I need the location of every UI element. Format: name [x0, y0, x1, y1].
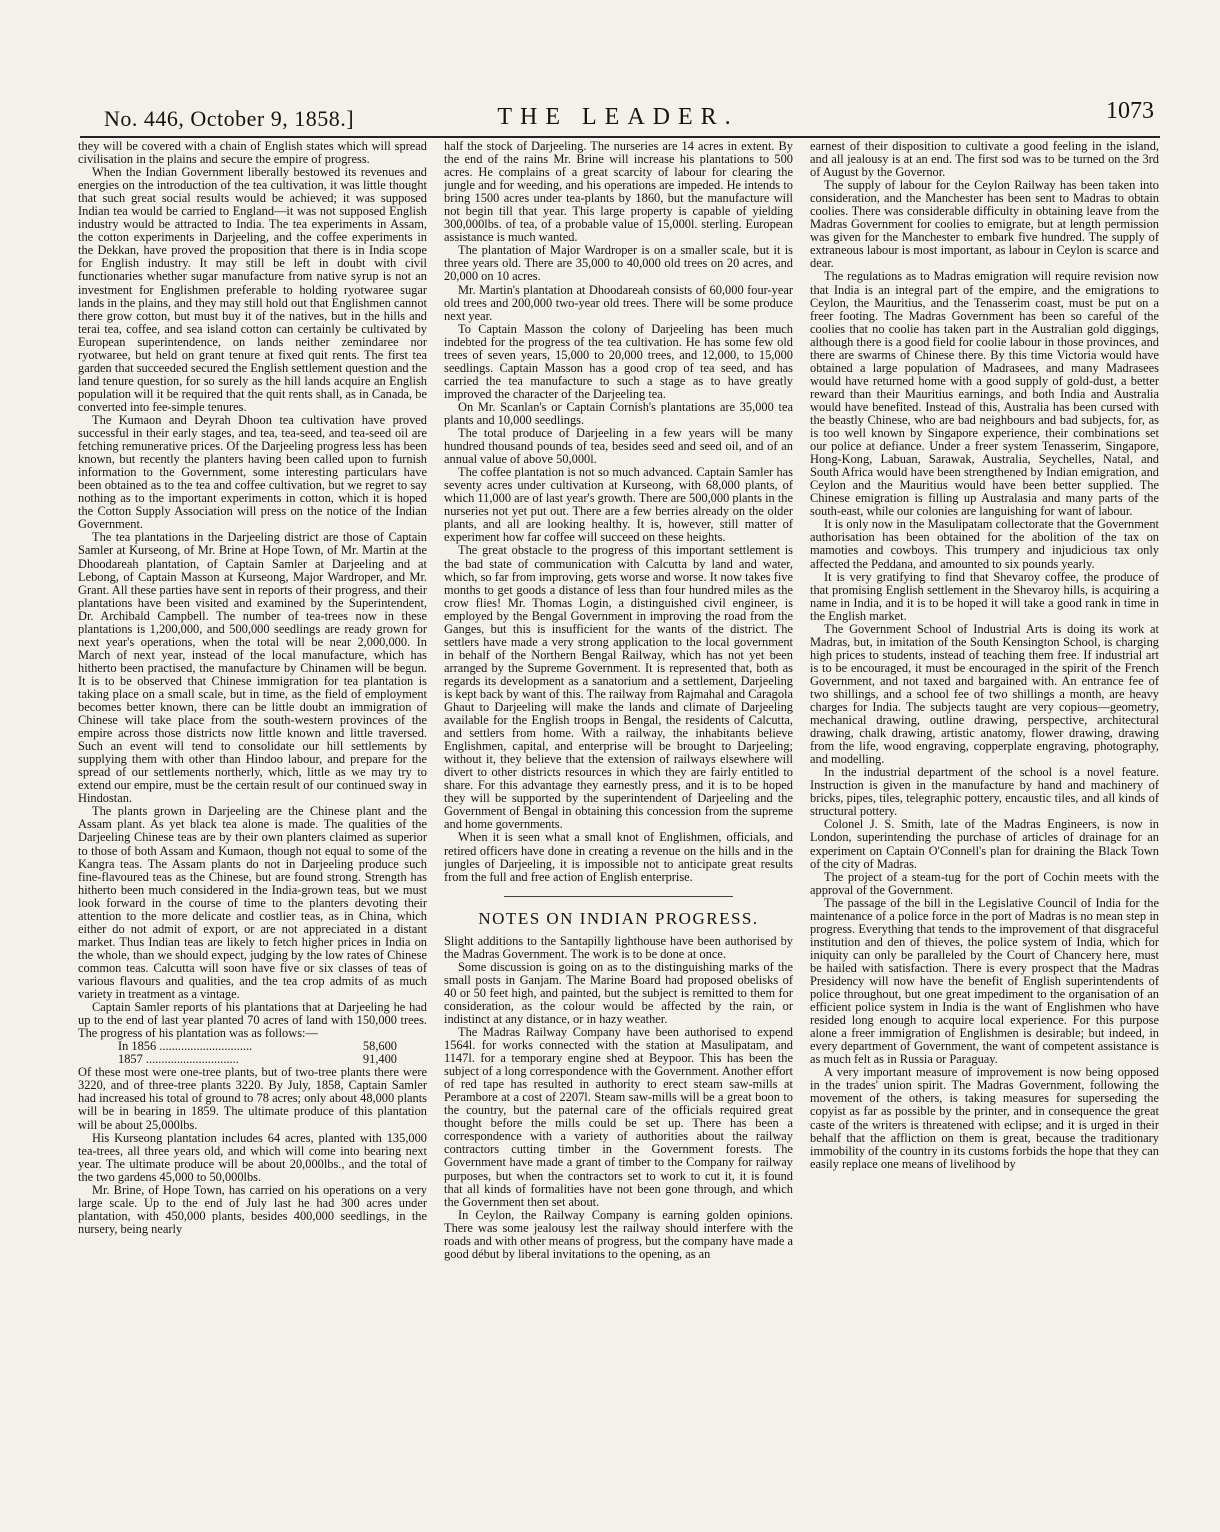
- paragraph: half the stock of Darjeeling. The nurseries are 14 acres in extent. By the end of the rains Mr. Brine will increase his plantations to 500 acres. He complains of a great scarcity of labour for clearing the jungle and for weeding, and his operations are impeded. He intends to bring 1500 acres under tea-plants by 1860, but the manufacture will not begin till that year. This large property is capable of yielding 300,000lbs. of tea, of a probable value of 15,000l. sterling. European assistance is much wanted.: [444, 140, 793, 245]
- column-3: [810, 140, 1159, 1510]
- table-year: In 1856 ..............................: [118, 1039, 253, 1054]
- table-year: 1857 ..............................: [118, 1052, 239, 1067]
- paragraph: The coffee plantation is not so much advanced. Captain Samler has seventy acres under cultivation at Kurseong, with 68,000 plants, of which 11,000 are of last year's growth. There are 500,000 plants in the nurseries not yet put out. There are a few berries already on the older plants, and all are looking healthy. It is, however, still matter of experiment how far coffee will succeed on these heights.: [444, 465, 793, 545]
- paragraph: they will be covered with a chain of English states which will spread civilisation in the plains and secure the empire of progress.: [78, 140, 427, 167]
- paragraph: When the Indian Government liberally bestowed its revenues and energies on the introduction of the tea cultivation, it was little thought that such great social results would be achieved; it was supposed Indian tea would be carried to England—it was not supposed English industry would be attracted to India. The tea experiments in Assam, the cotton experiments in Darjeeling, and the coffee experiments in the Dekkan, have proved the proposition that there is in India scope for English industry. It may still be left in doubt with civil functionaries whether sugar manufacture from native syrup is not an investment for Englishmen preferable to holding ryotwaree sugar lands in the plains, and they may still hold out that Englishmen cannot there grow cotton, but must buy it of the natives, but in the hills and terai tea, coffee, and sea island cotton can certainly be cultivated by European superintendence, on lands neither zemindaree nor ryotwaree, but held on grant tenure at fixed quit rents. The first tea garden that succeeded secured the English settlement question and the land tenure question, for so surely as the hill lands acquire an English population will it be required that the quit rents shall, as in Canada, be converted into fee-simple tenures.: [78, 165, 427, 414]
- masthead: [76, 70, 1160, 131]
- paragraph: It is only now in the Masulipatam collectorate that the Government authorisation has been obtained for the abolition of the tax on mamoties and cowboys. This trumpery and injudicious tax only affected the Peddana, and amounted to six pounds yearly.: [810, 517, 1159, 571]
- paragraph: The Madras Railway Company have been authorised to expend 1564l. for works connected with the station at Masulipatam, and 1147l. for a temporary engine shed at Beypoor. This has been the subject of a long correspondence with the Government. Another effort of red tape has resulted in authority to erect steam saw-mills at Perambore at a cost of 2207l. Steam saw-mills will be a great boon to the country, but the paternal care of the officials required great thought before the mills could be set up. There has been a correspondence with a variety of authorities about the railway contractors cutting timber in the Government forests. The Government have made a grant of timber to the Company for railway purposes, but when the contractors set to work to cut it, it is found that all kinds of formalities have not been gone through, and which the Government then set about.: [444, 1025, 793, 1209]
- issue-line: No. 446, October 9, 1858.]: [104, 106, 355, 131]
- paragraph: To Captain Masson the colony of Darjeeling has been much indebted for the progress of the tea cultivation. He has some few old trees of seven years, 15,000 to 20,000 trees, and 12,000, to 15,000 seedlings. Captain Masson has a good crop of tea seed, and has carried the tea manufacture to such a stage as to have greatly improved the character of the Darjeeling tea.: [444, 321, 793, 401]
- paragraph: Colonel J. S. Smith, late of the Madras Engineers, is now in London, superintending the purchase of articles of drainage for an experiment on Captain O'Connell's plan for draining the Black Town of the city of Madras.: [810, 817, 1159, 871]
- paragraph: The plants grown in Darjeeling are the Chinese plant and the Assam plant. As yet black tea alone is made. The qualities of the Darjeeling Chinese teas are by their own planters claimed as superior to those of both Assam and Kumaon, though not equal to some of the Kangra teas. The Assam plants do not in Darjeeling produce such fine-flavoured teas as the Chinese, but are found strong. Strength has hitherto been much considered in the India-grown teas, but we must look forward in the course of time to the planters devoting their attention to the more delicate and costlier teas, as in China, which either do not admit of export, or are not appreciated in a distant market. Thus Indian teas are likely to fetch higher prices in India on the whole, than we should expect, judging by the low rates of Chinese common teas. Calcutta will soon have five or six classes of teas of various flavours and qualities, and the tea crop admits of as much variety in treatment as a vintage.: [78, 804, 427, 1002]
- paragraph: Slight additions to the Santapilly lighthouse have been authorised by the Madras Government. The work is to be done at once.: [444, 933, 793, 961]
- paragraph: Mr. Martin's plantation at Dhoodareah consists of 60,000 four-year old trees and 200,000 two-year old trees. There will be some produce next year.: [444, 282, 793, 323]
- paragraph: The project of a steam-tug for the port of Cochin meets with the approval of the Government.: [810, 869, 1159, 897]
- paragraph: The great obstacle to the progress of this important settlement is the bad state of communication with Calcutta by land and water, which, so far from improving, gets worse and worse. It now takes five months to get goods a distance of less than four hundred miles as the crow flies! Mr. Thomas Login, a distinguished civil engineer, is employed by the Bengal Government in improving the road from the Ganges, but this is insufficient for the wants of the district. The settlers have made a very strong application to the local government in behalf of the Northern Bengal Railway, which has not yet been arranged by the Supreme Government. It is represented that, both as regards its development as a sanatorium and a settlement, Darjeeling is kept back by want of this. The railway from Rajmahal and Caragola Ghaut to Darjeeling will make the lands and climate of Darjeeling available for the English troops in Bengal, the residents of Calcutta, and settlers from home. With a railway, the inhabitants believe Englishmen, capital, and enterprise will be brought to Darjeeling; without it, they believe that the extension of railways elsewhere will divert to other districts resources in which they are fairly entitled to share. For this advantage they earnestly press, and it is to be hoped they will be supported by the superintendent of Darjeeling and the Government of Bengal in obtaining this concession from the supreme and home governments.: [444, 543, 793, 832]
- paragraph: The supply of labour for the Ceylon Railway has been taken into consideration, and the Manchester has been sent to Madras to obtain coolies. There was considerable difficulty in obtaining leave from the Madras Government for coolies to emigrate, but at length permission was given for the Manchester to embark five hundred. The supply of extraneous labour is most important, as labour in Ceylon is scarce and dear.: [810, 178, 1159, 271]
- paragraph: Captain Samler reports of his plantations that at Darjeeling he had up to the end of last year planted 70 acres of land with 150,000 trees. The progress of his plantation was as follows:—: [78, 1000, 427, 1041]
- column-2: [444, 140, 793, 1510]
- paragraph: The passage of the bill in the Legislative Council of India for the maintenance of a police force in the port of Madras is no mean step in progress. Everything that tends to the improvement of that disgraceful institution and den of thieves, the police system of India, which for iniquity can only be paralleled by the Court of Chancery here, must be hailed with satisfaction. There is every prospect that the Madras Presidency will now have the benefit of English superintendents of police throughout, but one great impediment to the organisation of an efficient police system in India is the want of Englishmen who have resided long enough to acquire local experience. For this purpose alone a freer immigration of Englishmen is desirable; but indeed, in every department of Government, the want of competent assistance is as much felt as in Russia or Paraguay.: [810, 895, 1159, 1067]
- header-rule: [80, 136, 1160, 138]
- paragraph: The tea plantations in the Darjeeling district are those of Captain Samler at Kurseong, of Mr. Brine at Hope Town, of Mr. Martin at the Dhoodareah plantation, of Captain Samler at Darjeeling and at Lebong, of Captain Masson at Kurseong, Major Wardroper, and Mr. Grant. All these parties have sent in reports of their progress, and their plantations have been visited and examined by the Superintendent, Dr. Archibald Campbell. The number of tea-trees now in these plantations is 1,200,000, and 500,000 seedlings are ready grown for next year's operations, when the total will be near 2,000,000. In March of next year, instead of the local manufacture, which has hitherto been practised, the manufacture by Chinamen will be begun. It is to be observed that Chinese immigration for tea plantation is taking place on a small scale, but in time, as the field of employment becomes better known, there can be little doubt an immigration of Chinese will take place from the south-western provinces of the empire across those districts now little known and little traversed. Such an event will tend to consolidate our hill settlements by supplying them with other than Hindoo labour, and prepare for the spread of our settlements northerly, which, little as we may try to extend our empire, must be the certain result of our continued sway in Hindostan.: [78, 530, 427, 806]
- column-1: [78, 140, 427, 1510]
- article-columns: [78, 140, 1160, 1510]
- paragraph: His Kurseong plantation includes 64 acres, planted with 135,000 tea-trees, all three years old, and which will come into bearing next year. The ultimate produce will be about 20,000lbs., and the total of the two gardens 45,000 to 50,000lbs.: [78, 1130, 427, 1184]
- paragraph: Of these most were one-tree plants, but of two-tree plants there were 3220, and of three-tree plants 3220. By July, 1858, Captain Samler had increased his total of ground to 78 acres; only about 48,000 plants will be in bearing in 1859. The ultimate produce of this plantation will be about 25,000lbs.: [78, 1065, 427, 1132]
- paragraph: The total produce of Darjeeling in a few years will be many hundred thousand pounds of tea, besides seed and seed oil, and of an annual value of above 50,000l.: [444, 426, 793, 467]
- section-title: NOTES ON INDIAN PROGRESS.: [478, 908, 759, 928]
- table-value: 91,400: [362, 1052, 397, 1067]
- table-value: 58,600: [362, 1039, 397, 1054]
- paragraph: The regulations as to Madras emigration will require revision now that India is an integral part of the empire, and the emigrations to Ceylon, the Mauritius, and the Tenasserim coast, must be put on a freer footing. The Madras Government has been so careful of the coolies that no coolie has taken part in the Australian gold diggings, although there is a good field for coolie labour in those provinces, and there are swarms of Chinese there. By this time Victoria would have obtained a large population of Madrasees, and many Madrasees would have returned home with a good supply of gold-dust, a better reward than their Mauritius earnings, and both India and Australia would have benefited. Instead of this, Australia has been cursed with the beastly Chinese, who are bad neighbours and bad subjects, for, as is too well known by Singapore experience, their combinations set our police at defiance. Under a freer system Tenasserim, Singapore, Hong-Kong, Labuan, Sarawak, Australia, Seychelles, Natal, and South Africa would have been strengthened by Indian emigration, and Ceylon and the Mauritius would have been better supplied. The Chinese emigration is filling up Australasia and many parts of the south-east, while our colonies are languishing for want of labour.: [810, 269, 1159, 519]
- newspaper-title: THE LEADER.: [497, 104, 739, 130]
- paragraph: The Government School of Industrial Arts is doing its work at Madras, but, in imitation of the South Kensington School, is charging high prices to students, instead of teaching them free. If industrial art is to be encouraged, it must be encouraged in the spirit of the French Government, and not taxed and bargained with. An entrance fee of two shillings, and a school fee of two shillings a month, are heavy charges for India. The subjects taught are very copious—geometry, mechanical drawing, outline drawing, perspective, architectural drawing, chalk drawing, artistic anatomy, flower drawing, drawing from the life, wood engraving, copperplate engraving, photography, and modelling.: [810, 621, 1159, 767]
- paragraph: Mr. Brine, of Hope Town, has carried on his operations on a very large scale. Up to the end of July last he had 300 acres under plantation, with 450,000 plants, besides 400,000 seedlings, in the nursery, being nearly: [78, 1182, 427, 1236]
- paragraph: In the industrial department of the school is a novel feature. Instruction is given in the manufacture by hand and machinery of bricks, pipes, tiles, telegraphic pottery, encaustic tiles, and all kinds of structural pottery.: [810, 765, 1159, 819]
- paragraph: It is very gratifying to find that Shevaroy coffee, the produce of that promising English settlement in the Shevaroy hills, is acquiring a name in India, and it is to be hoped it will take a good rank in time in the English market.: [810, 569, 1159, 623]
- page-number: 1073: [1106, 98, 1154, 124]
- section-rule: [504, 896, 733, 897]
- paragraph: On Mr. Scanlan's or Captain Cornish's plantations are 35,000 tea plants and 10,000 seedlings.: [444, 399, 793, 427]
- paragraph: A very important measure of improvement is now being opposed in the trades' union spirit. The Madras Government, following the movement of the others, is taking measures for superseding the copyist as far as possible by the printer, and in consequence the great caste of the writers is threatened with eclipse; and it is urged in their behalf that the affliction on them is great, because the traditionary immobility of the country in its customs forbids the hope that they can easily replace one means of livelihood by: [810, 1065, 1159, 1171]
- paragraph: earnest of their disposition to cultivate a good feeling in the island, and all jealousy is at an end. The first sod was to be turned on the 3rd of August by the Governor.: [810, 140, 1159, 180]
- paragraph: When it is seen what a small knot of Englishmen, officials, and retired officers have done in creating a revenue on the hills and in the jungles of Darjeeling, it is impossible not to anticipate great results from the full and free action of English enterprise.: [444, 830, 793, 884]
- paragraph: The Kumaon and Deyrah Dhoon tea cultivation have proved successful in their early stages, and tea, tea-seed, and tea-seed oil are fetching remunerative prices. Of the Darjeeling progress less has been known, but recently the planters having been called upon to furnish information to the Government, some interesting particulars have been obtained as to the tea and coffee cultivation, but we regret to say nothing as to the important experiments in cotton, which it is hoped the Cotton Supply Association will press on the notice of the Indian Government.: [78, 412, 427, 532]
- paragraph: In Ceylon, the Railway Company is earning golden opinions. There was some jealousy lest the railway should interfere with the roads and with other means of progress, but the company have made a good début by liberal invitations to the opening, as an: [444, 1207, 793, 1261]
- paragraph: The plantation of Major Wardroper is on a smaller scale, but it is three years old. There are 35,000 to 40,000 old trees on 20 acres, and 20,000 on 10 acres.: [444, 243, 793, 284]
- paragraph: Some discussion is going on as to the distinguishing marks of the small posts in Ganjam. The Marine Board had proposed obelisks of 40 or 50 feet high, and painted, but the subject is remitted to them for consideration, as the colour would be affected by the rain, or indistinct at any distance, or in hazy weather.: [444, 959, 793, 1026]
